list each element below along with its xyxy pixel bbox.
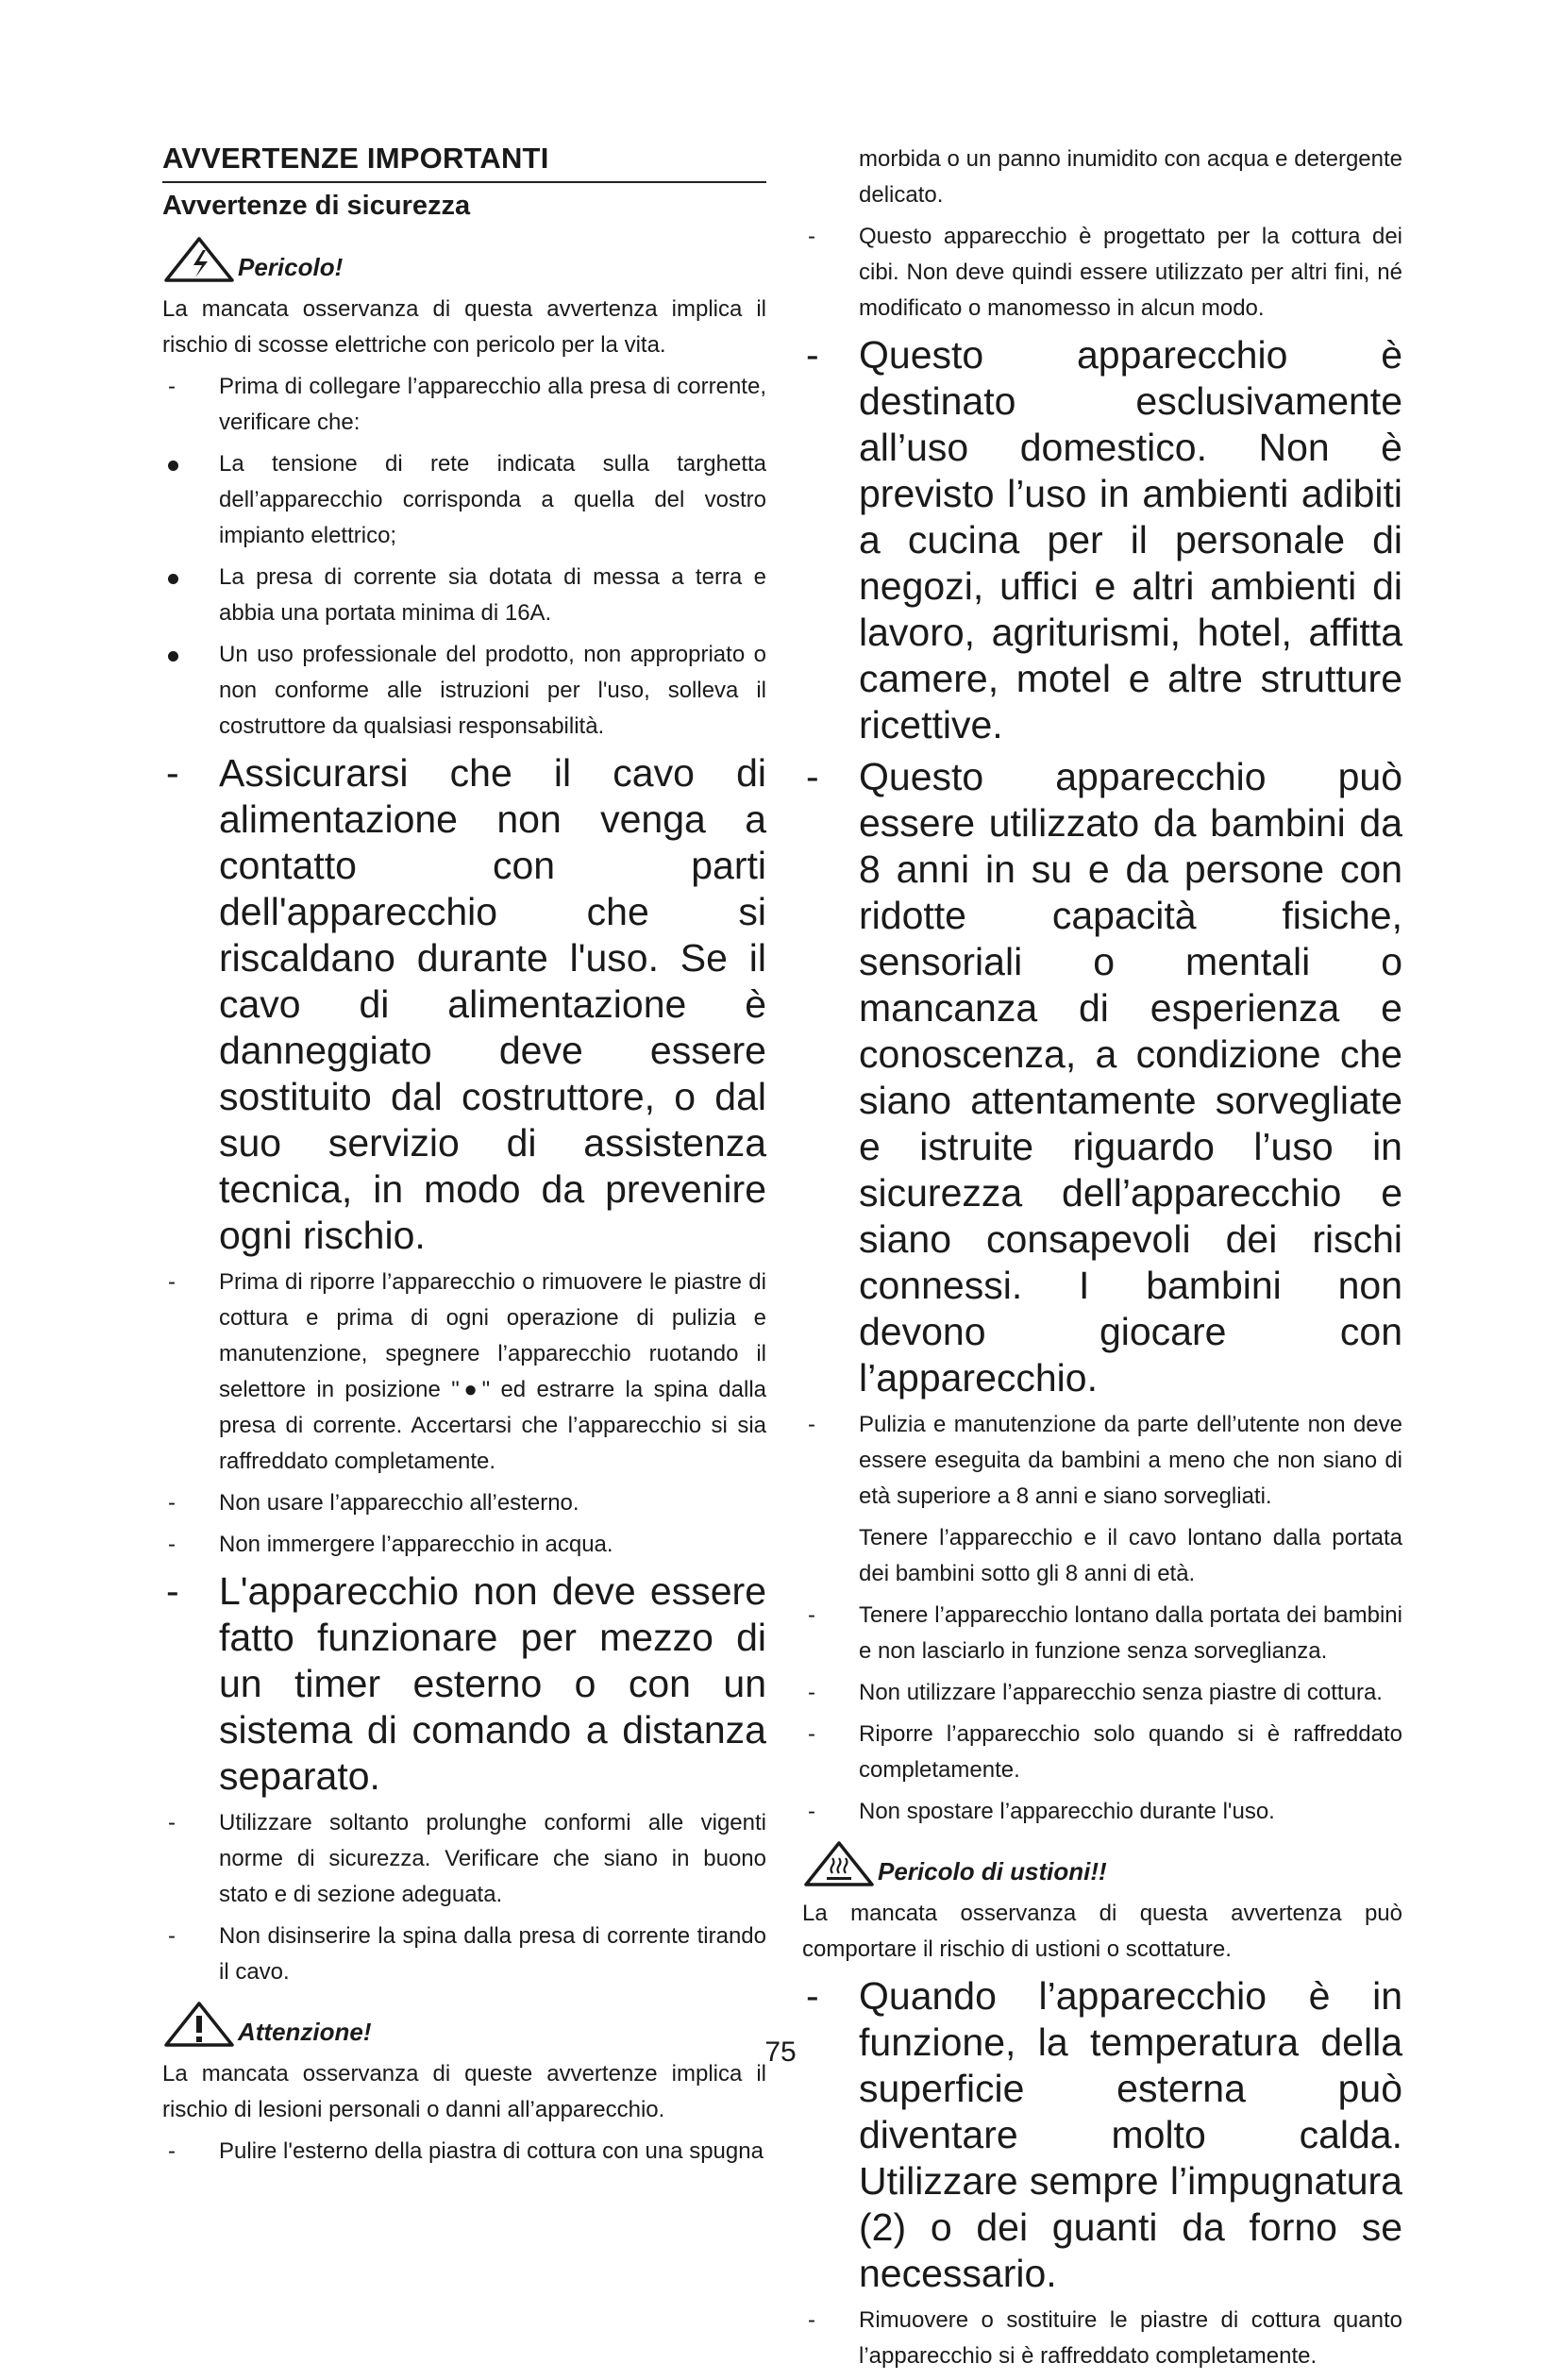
item-text: Non immergere l’apparecchio in acqua.: [219, 1532, 613, 1557]
item-marker: -: [808, 224, 815, 249]
item-text: Non disinserire la spina dalla presa di corrente tirando il cavo.: [219, 1923, 766, 1985]
list-item: [802, 219, 1402, 327]
bullet-item: [162, 560, 766, 631]
item-text: Tenere l’apparecchio lontano dalla portata dei bambini e non lasciarlo in funzione senza sorveglianza.: [859, 1602, 1402, 1664]
item-text: Non utilizzare l’apparecchio senza piastre di cottura.: [859, 1680, 1383, 1705]
list-item: [162, 2134, 766, 2170]
list-item: [162, 369, 766, 441]
list-item: [162, 1568, 766, 1800]
list-item: [802, 2303, 1402, 2374]
item-text: Assicurarsi che il cavo di alimentazione non venga a contatto con parti dell'apparecchio che si riscaldano durante l'uso. Se il cavo di alimentazione è danneggiato deve essere sostituito dal costruttore, o dal suo servizio di assistenza tecnica, in modo da prevenire ogni rischio.: [219, 751, 766, 1257]
item-marker: -: [168, 1532, 176, 1557]
list-item: [802, 1407, 1402, 1515]
item-marker: -: [808, 1721, 815, 1747]
item-text: Prima di riporre l’apparecchio o rimuovere le piastre di cottura e prima di ogni operazione di pulizia e manutenzione, spegnere l’apparecchio ruotando il selettore in posizione "●" ed estrarre la spina dalla presa di corrente. Accertarsi che l’apparecchio si sia raffreddato completamente.: [219, 1269, 766, 1474]
attention-title: Attenzione!: [238, 2018, 372, 2046]
section-title: AVVERTENZE IMPORTANTI: [162, 142, 766, 183]
item-text: morbida o un panno inumidito con acqua e detergente delicato.: [859, 146, 1402, 208]
item-text: L'apparecchio non deve essere fatto funzionare per mezzo di un timer esterno o con un sistema di comando a distanza separato.: [219, 1569, 766, 1798]
item-text: Non usare l’apparecchio all’esterno.: [219, 1490, 579, 1516]
item-text: Non spostare l’apparecchio durante l'uso.: [859, 1799, 1275, 1824]
list-item: [162, 1805, 766, 1913]
item-marker: -: [168, 1923, 176, 1949]
list-item: [162, 1485, 766, 1521]
electric-warning-icon: [162, 235, 236, 284]
page-number: 75: [764, 2036, 797, 2068]
left-column: [162, 142, 766, 2175]
bullet-icon: [168, 560, 178, 595]
item-marker: -: [808, 1799, 815, 1824]
item-text: Questo apparecchio è progettato per la cottura dei cibi. Non deve quindi essere utilizzato per altri fini, né modificato o manomesso in alcun modo.: [859, 224, 1402, 321]
list-item: [162, 750, 766, 1259]
list-item: [802, 332, 1402, 748]
attention-intro: La mancata osservanza di queste avvertenze implica il rischio di lesioni personali o danni all’apparecchio.: [162, 2061, 766, 2122]
item-marker: -: [806, 333, 819, 377]
item-text: Pulire l'esterno della piastra di cottura con una spugna: [219, 2138, 764, 2164]
list-item: [162, 1527, 766, 1563]
list-item: [802, 1973, 1402, 2297]
item-marker: -: [168, 1269, 176, 1295]
item-marker: -: [806, 755, 819, 798]
continuation-text: [802, 142, 1402, 213]
list-item: [802, 1675, 1402, 1711]
subsection-title: Avvertenze di sicurezza: [162, 191, 471, 221]
item-marker: -: [808, 1602, 815, 1628]
item-text: Questo apparecchio è destinato esclusivamente all’uso domestico. Non è previsto l’uso in ambienti adibiti a cucina per il personale di negozi, uffici e altri ambienti di lavoro, agriturismi, hotel, affitta camere, motel e altre strutture ricettive.: [859, 333, 1402, 746]
item-marker: -: [808, 1412, 815, 1437]
danger-header: [162, 235, 766, 284]
burn-title: Pericolo di ustioni!!: [878, 1857, 1107, 1886]
item-marker: -: [808, 1680, 815, 1705]
item-marker: -: [166, 1569, 179, 1613]
bullet-item: [162, 446, 766, 554]
item-text: Riporre l’apparecchio solo quando si è raffreddato completamente.: [859, 1721, 1402, 1783]
hot-surface-warning-icon: [802, 1839, 876, 1888]
item-text: Rimuovere o sostituire le piastre di cottura quanto l’apparecchio si è raffreddato completamente.: [859, 2307, 1402, 2369]
item-text: Prima di collegare l’apparecchio alla presa di corrente, verificare che:: [219, 374, 766, 435]
item-text: Quando l’apparecchio è in funzione, la temperatura della superficie esterna può diventare molto calda. Utilizzare sempre l’impugnatura (2) o dei guanti da forno se necessario.: [859, 1974, 1402, 2295]
burn-intro: La mancata osservanza di questa avvertenza può comportare il rischio di ustioni o scottature.: [802, 1901, 1402, 1962]
list-item: [802, 1717, 1402, 1788]
danger-title: Pericolo!: [238, 253, 344, 281]
item-marker: -: [168, 1810, 176, 1835]
list-item: [802, 1598, 1402, 1669]
item-text: Questo apparecchio può essere utilizzato da bambini da 8 anni in su e da persone con ridotte capacità fisiche, sensoriali o mentali o mancanza di esperienza e conoscenza, a condizione che siano attentamente sorvegliate e istruite riguardo l’uso in sicurezza dell’apparecchio e siano consapevoli dei rischi connessi. I bambini non devono giocare con l’apparecchio.: [859, 755, 1402, 1400]
item-text: Pulizia e manutenzione da parte dell’utente non deve essere eseguita da bambini a meno che non siano di età superiore a 8 anni e siano sorvegliati.: [859, 1412, 1402, 1509]
item-marker: -: [168, 374, 176, 399]
list-item: [802, 1794, 1402, 1830]
list-item: [162, 1919, 766, 1990]
bullet-icon: [168, 637, 178, 673]
danger-intro: La mancata osservanza di questa avvertenza implica il rischio di scosse elettriche con pericolo per la vita.: [162, 296, 766, 358]
list-item: [802, 1520, 1402, 1592]
item-marker: -: [808, 2307, 815, 2333]
item-text: Tenere l’apparecchio e il cavo lontano dalla portata dei bambini sotto gli 8 anni di età.: [859, 1525, 1402, 1586]
bullet-item: [162, 637, 766, 745]
bullet-icon: [168, 446, 178, 482]
item-marker: -: [806, 1974, 819, 2018]
item-text: Utilizzare soltanto prolunghe conformi alle vigenti norme di sicurezza. Verificare che siano in buono stato e di sezione adeguata.: [219, 1810, 766, 1907]
item-marker: -: [166, 751, 179, 795]
list-item: [802, 754, 1402, 1401]
item-marker: -: [168, 1490, 176, 1516]
item-marker: -: [168, 2138, 176, 2164]
list-item: [162, 1265, 766, 1480]
item-text: Un uso professionale del prodotto, non appropriato o non conforme alle istruzioni per l'uso, solleva il costruttore da qualsiasi responsabilità.: [219, 642, 766, 739]
item-text: La presa di corrente sia dotata di messa a terra e abbia una portata minima di 16A.: [219, 564, 766, 626]
burn-header: [802, 1839, 1402, 1888]
item-text: La tensione di rete indicata sulla targhetta dell’apparecchio corrisponda a quella del vostro impianto elettrico;: [219, 451, 766, 548]
